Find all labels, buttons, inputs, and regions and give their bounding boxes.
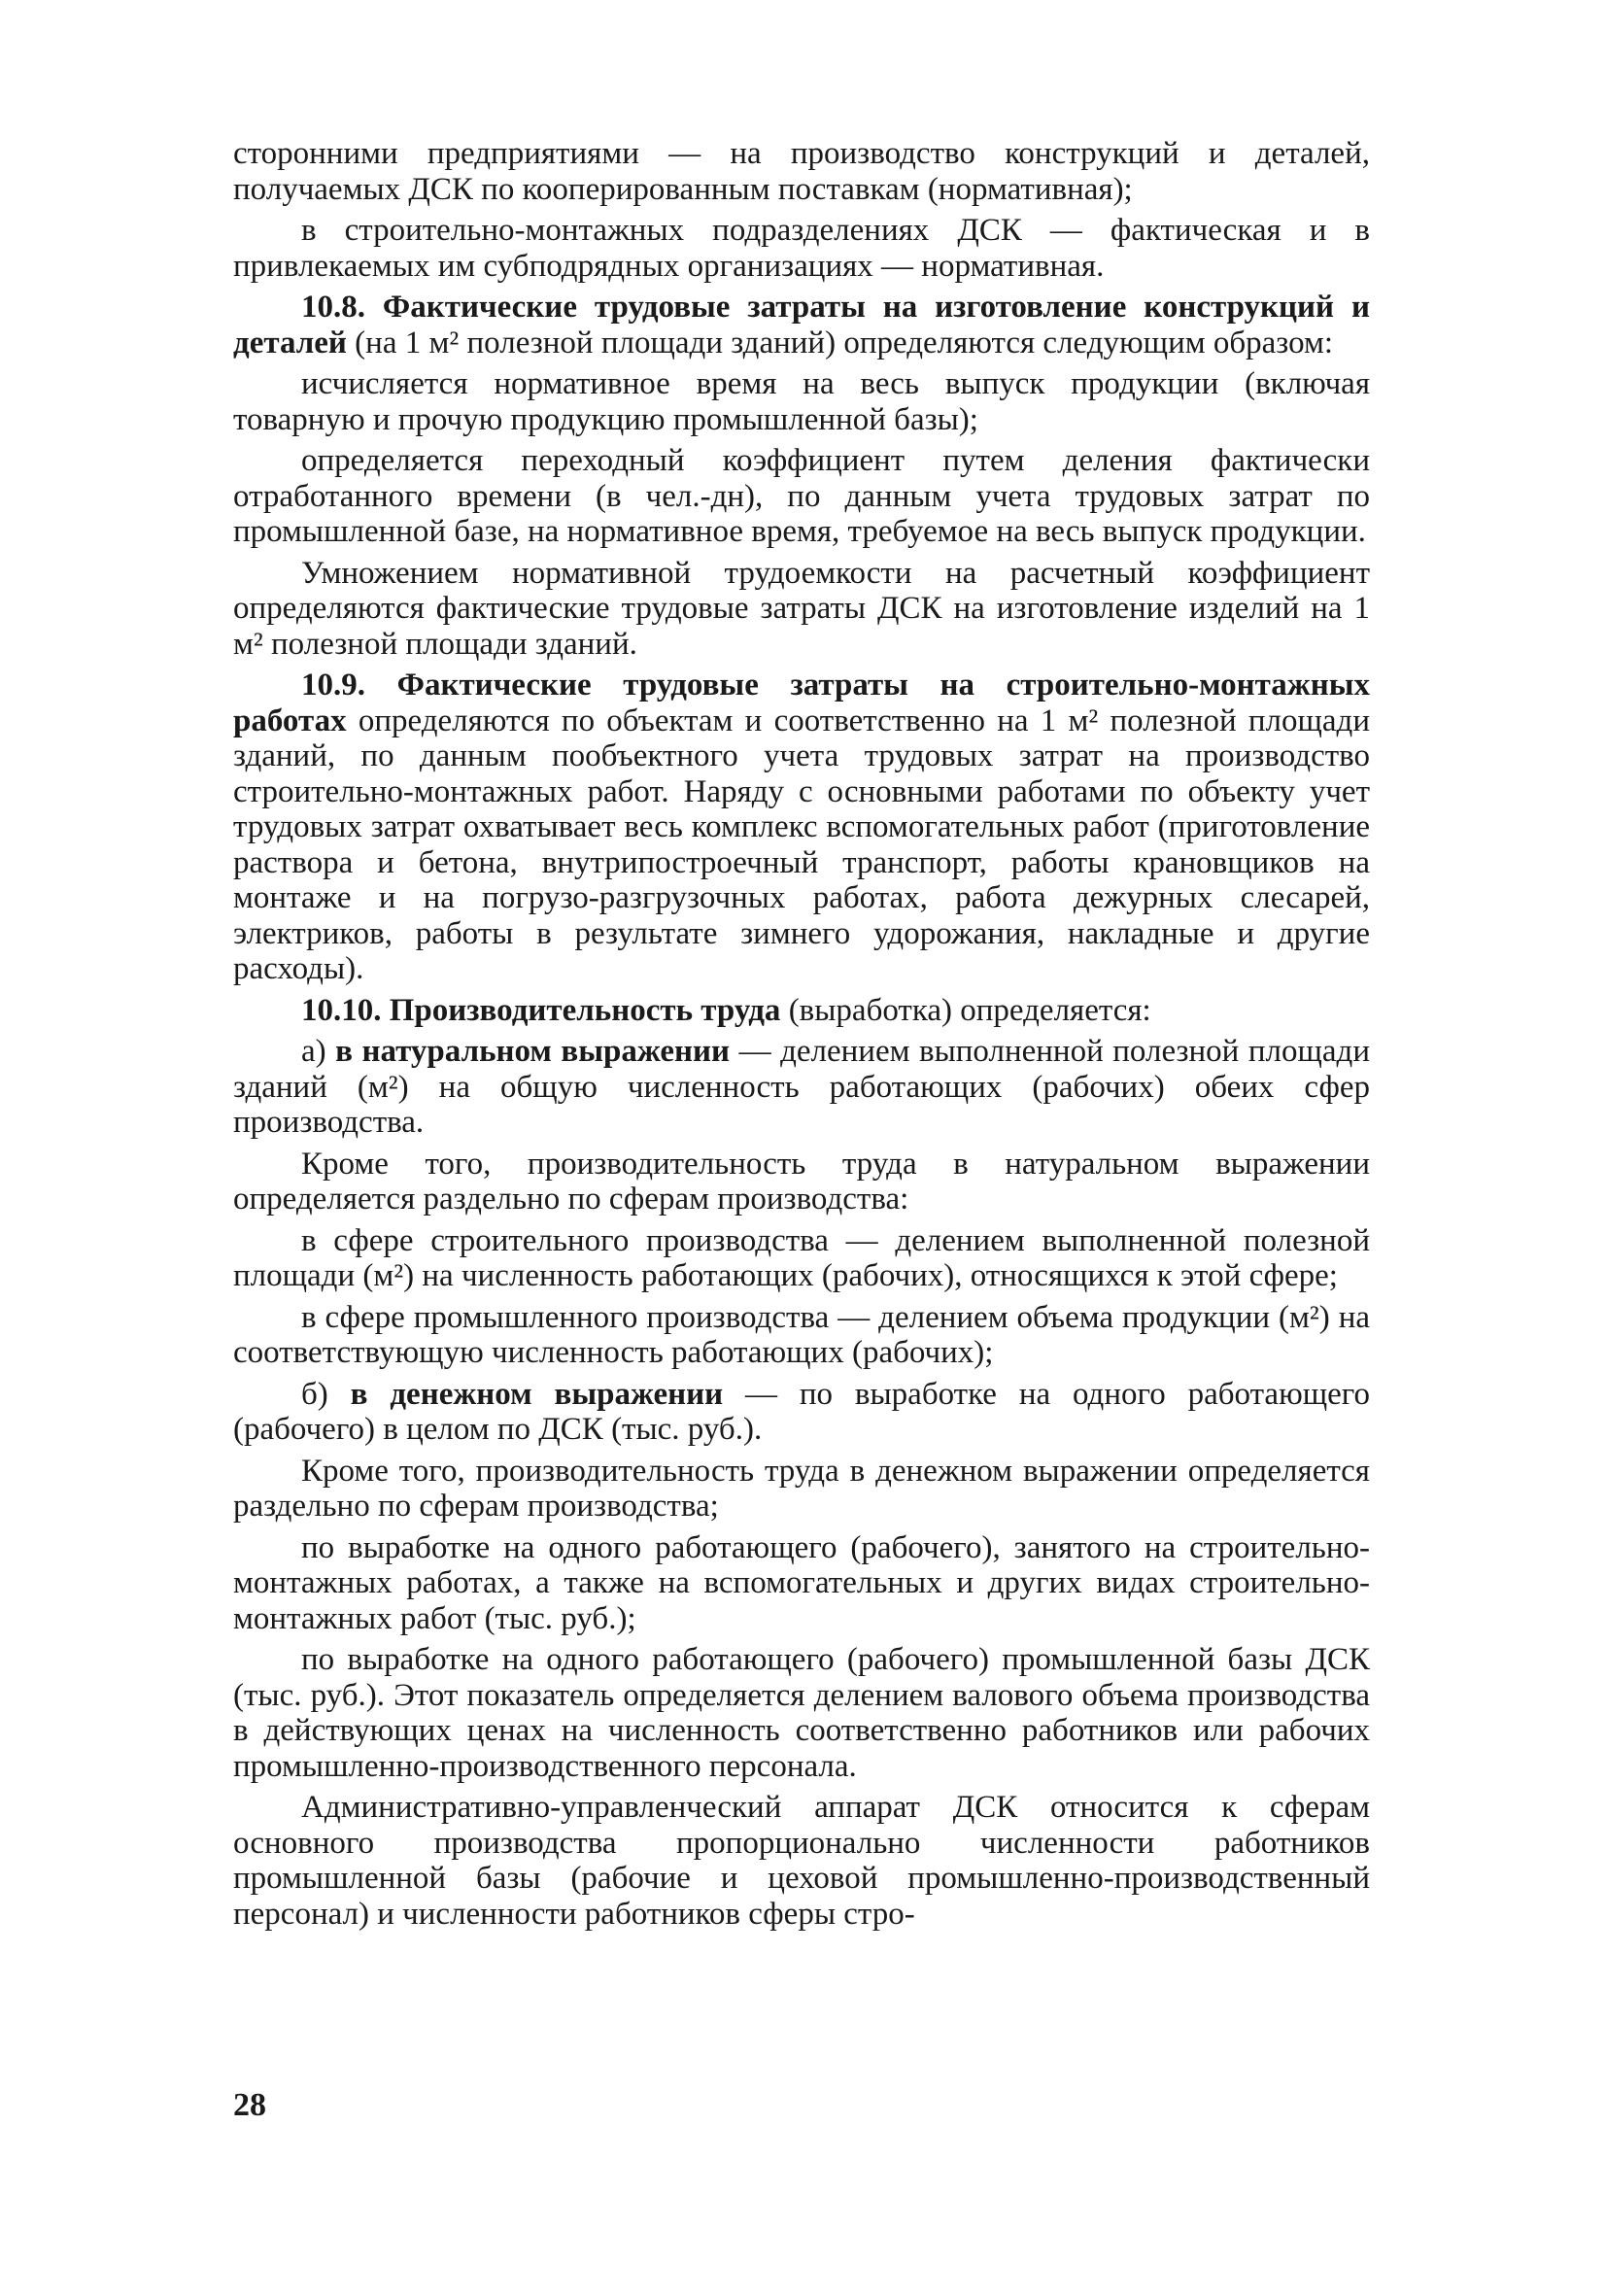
section-10-10-number: 10.10. (301, 992, 382, 1028)
section-10-10 (233, 993, 1370, 1029)
paragraph-2: в строительно-монтажных подразделениях ДСК — фактическая и в привлекаемых им субподрядных организациях — нормативная. (233, 213, 1370, 284)
section-10-9-heading: Фактические трудовые затраты на строительно-монтажных работах (233, 668, 1370, 738)
section-10-8-text: (на 1 м² полезной площади зданий) определяются следующим образом: (346, 325, 1334, 360)
paragraph-14: Кроме того, производительность труда в денежном выражении определяется раздельно по сферам производства; (233, 1453, 1370, 1524)
section-10-9-text: определяются по объектам и соответственно на 1 м² полезной площади зданий, по данным пообъектного учета трудовых затрат на производство строительно-монтажных работ. Наряду с основными работами по объекту учет трудовых затрат охватывает весь комплекс вспомогательных работ (приготовление раствора и бетона, внутрипостроечный транспорт, работы крановщиков на монтаже и на погрузо-разгрузочных работах, работа дежурных слесарей, электриков, работы в результате зимнего удорожания, накладные и другие расходы). (233, 703, 1370, 986)
paragraph-12: в сфере промышленного производства — делением объема продукции (м²) на соответствующую численность работающих (рабочих); (233, 1299, 1370, 1370)
paragraph-6: Умножением нормативной трудоемкости на расчетный коэффициент определяются фактические трудовые затраты ДСК на изготовление изделий на 1 м² полезной площади зданий. (233, 555, 1370, 662)
item-b-text: — по выработке на одного работающего (рабочего) в целом по ДСК (тыс. руб.). (233, 1376, 1370, 1447)
item-a-prefix: а) (301, 1034, 336, 1069)
document-page (233, 136, 1370, 1937)
paragraph-5: определяется переходный коэффициент путем деления фактически отработанного времени (в чел.-дн), по данным учета трудовых затрат по промышленной базе, на нормативное время, требуемое на весь выпуск продукции. (233, 443, 1370, 549)
item-b (233, 1377, 1370, 1448)
section-10-10-heading: Производительность труда (389, 992, 781, 1028)
section-10-8 (233, 290, 1370, 360)
paragraph-11: в сфере строительного производства — делением выполненной полезной площади (м²) на численность работающих (рабочих), относящихся к этой сфере; (233, 1222, 1370, 1293)
page-number: 28 (233, 2087, 266, 2123)
section-10-8-number: 10.8. (301, 290, 365, 325)
paragraph-17: Административно-управленческий аппарат ДСК относится к сферам основного производства пропорционально численности работников промышленной базы (рабочие и цеховой промышленно-производственный персонал) и численности работников сферы стро- (233, 1790, 1370, 1932)
section-10-9-number: 10.9. (301, 668, 365, 703)
paragraph-15: по выработке на одного работающего (рабочего), занятого на строительно-монтажных работах, а также на вспомогательных и других видах строительно-монтажных работ (тыс. руб.); (233, 1529, 1370, 1636)
item-b-prefix: б) (301, 1376, 351, 1412)
item-a (233, 1034, 1370, 1141)
paragraph-16: по выработке на одного работающего (рабочего) промышленной базы ДСК (тыс. руб.). Этот показатель определяется делением валового объема производства в действующих ценах на численность соответственно работников или рабочих промышленно-производственного персонала. (233, 1642, 1370, 1784)
section-10-8-heading: Фактические трудовые затраты на изготовление конструкций и деталей (233, 290, 1370, 360)
item-a-text: — делением выполненной полезной площади зданий (м²) на общую численность работающих (рабочих) обеих сфер производства. (233, 1034, 1370, 1140)
paragraph-10: Кроме того, производительность труда в натуральном выражении определяется раздельно по сферам производства: (233, 1146, 1370, 1217)
section-10-9 (233, 668, 1370, 987)
item-a-heading: в натуральном выражении (335, 1034, 731, 1069)
paragraph-4: исчисляется нормативное время на весь выпуск продукции (включая товарную и прочую продукцию промышленной базы); (233, 366, 1370, 437)
item-b-heading: в денежном выражении (350, 1376, 724, 1412)
paragraph-1: сторонними предприятиями — на производство конструкций и деталей, получаемых ДСК по кооперированным поставкам (нормативная); (233, 136, 1370, 207)
section-10-10-text: (выработка) определяется: (780, 992, 1151, 1028)
